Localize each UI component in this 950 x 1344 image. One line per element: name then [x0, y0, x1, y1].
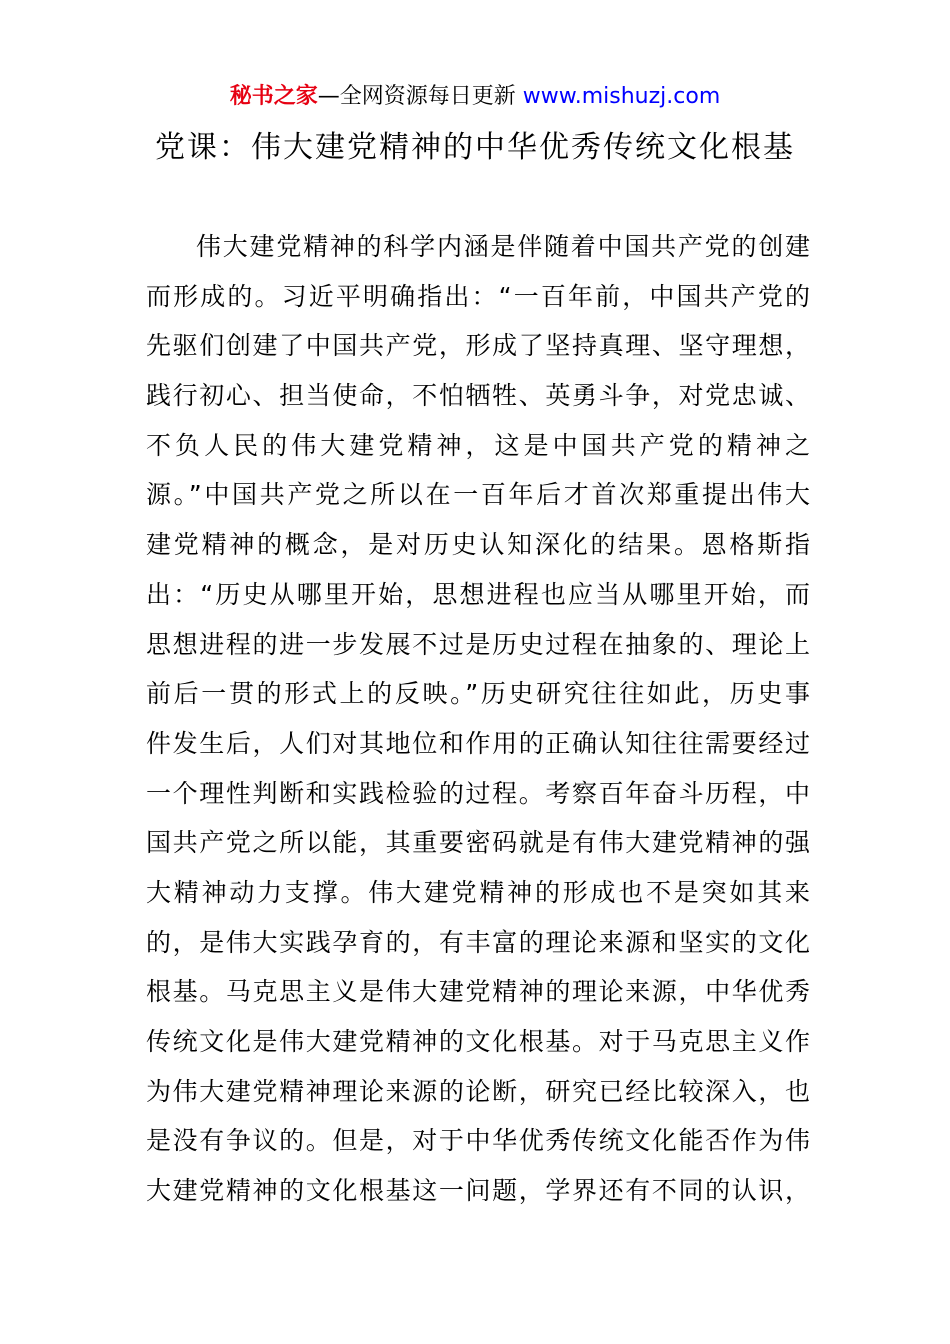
site-header	[0, 82, 950, 112]
paragraph-line: 前后一贯的形式上的反映。”历史研究往往如此，历史事	[146, 679, 810, 709]
paragraph-line: 而形成的。习近平明确指出：“一百年前，中国共产党的	[146, 281, 810, 311]
document-title: 党课：伟大建党精神的中华优秀传统文化根基	[155, 130, 795, 165]
paragraph-line: 践行初心、担当使命，不怕牺牲、英勇斗争，对党忠诚、	[146, 381, 810, 411]
paragraph-line: 的，是伟大实践孕育的，有丰富的理论来源和坚实的文化	[146, 927, 810, 957]
site-brand: 秘书之家	[229, 84, 318, 109]
site-url-link[interactable]: www.mishuzj.com	[522, 84, 721, 109]
paragraph-line: 为伟大建党精神理论来源的论断，研究已经比较深入，也	[146, 1076, 810, 1106]
paragraph-line: 伟大建党精神的科学内涵是伴随着中国共产党的创建	[196, 232, 810, 261]
paragraph-line: 是没有争议的。但是，对于中华优秀传统文化能否作为伟	[146, 1126, 810, 1156]
paragraph-line: 源。”中国共产党之所以在一百年后才首次郑重提出伟大	[146, 480, 810, 510]
paragraph-line: 先驱们创建了中国共产党，形成了坚持真理、坚守理想，	[146, 331, 810, 361]
paragraph-line: 不负人民的伟大建党精神，这是中国共产党的精神之	[146, 430, 810, 460]
paragraph-line: 一个理性判断和实践检验的过程。考察百年奋斗历程，中	[146, 778, 810, 808]
paragraph-line: 国共产党之所以能，其重要密码就是有伟大建党精神的强	[146, 828, 810, 858]
paragraph-line: 建党精神的概念，是对历史认知深化的结果。恩格斯指	[146, 530, 810, 560]
paragraph-line: 大建党精神的文化根基这一问题，学界还有不同的认识，	[146, 1176, 810, 1206]
paragraph-line: 出：“历史从哪里开始，思想进程也应当从哪里开始，而	[146, 579, 810, 609]
paragraph-line: 传统文化是伟大建党精神的文化根基。对于马克思主义作	[146, 1027, 810, 1056]
paragraph-line: 大精神动力支撑。伟大建党精神的形成也不是突如其来	[146, 877, 810, 907]
document-body	[146, 222, 810, 1216]
paragraph-line: 件发生后，人们对其地位和作用的正确认知往往需要经过	[146, 728, 810, 758]
paragraph-line: 根基。马克思主义是伟大建党精神的理论来源，中华优秀	[146, 977, 810, 1007]
paragraph-line: 思想进程的进一步发展不过是历史过程在抽象的、理论上	[146, 629, 810, 659]
site-tagline: —全网资源每日更新	[317, 84, 523, 109]
